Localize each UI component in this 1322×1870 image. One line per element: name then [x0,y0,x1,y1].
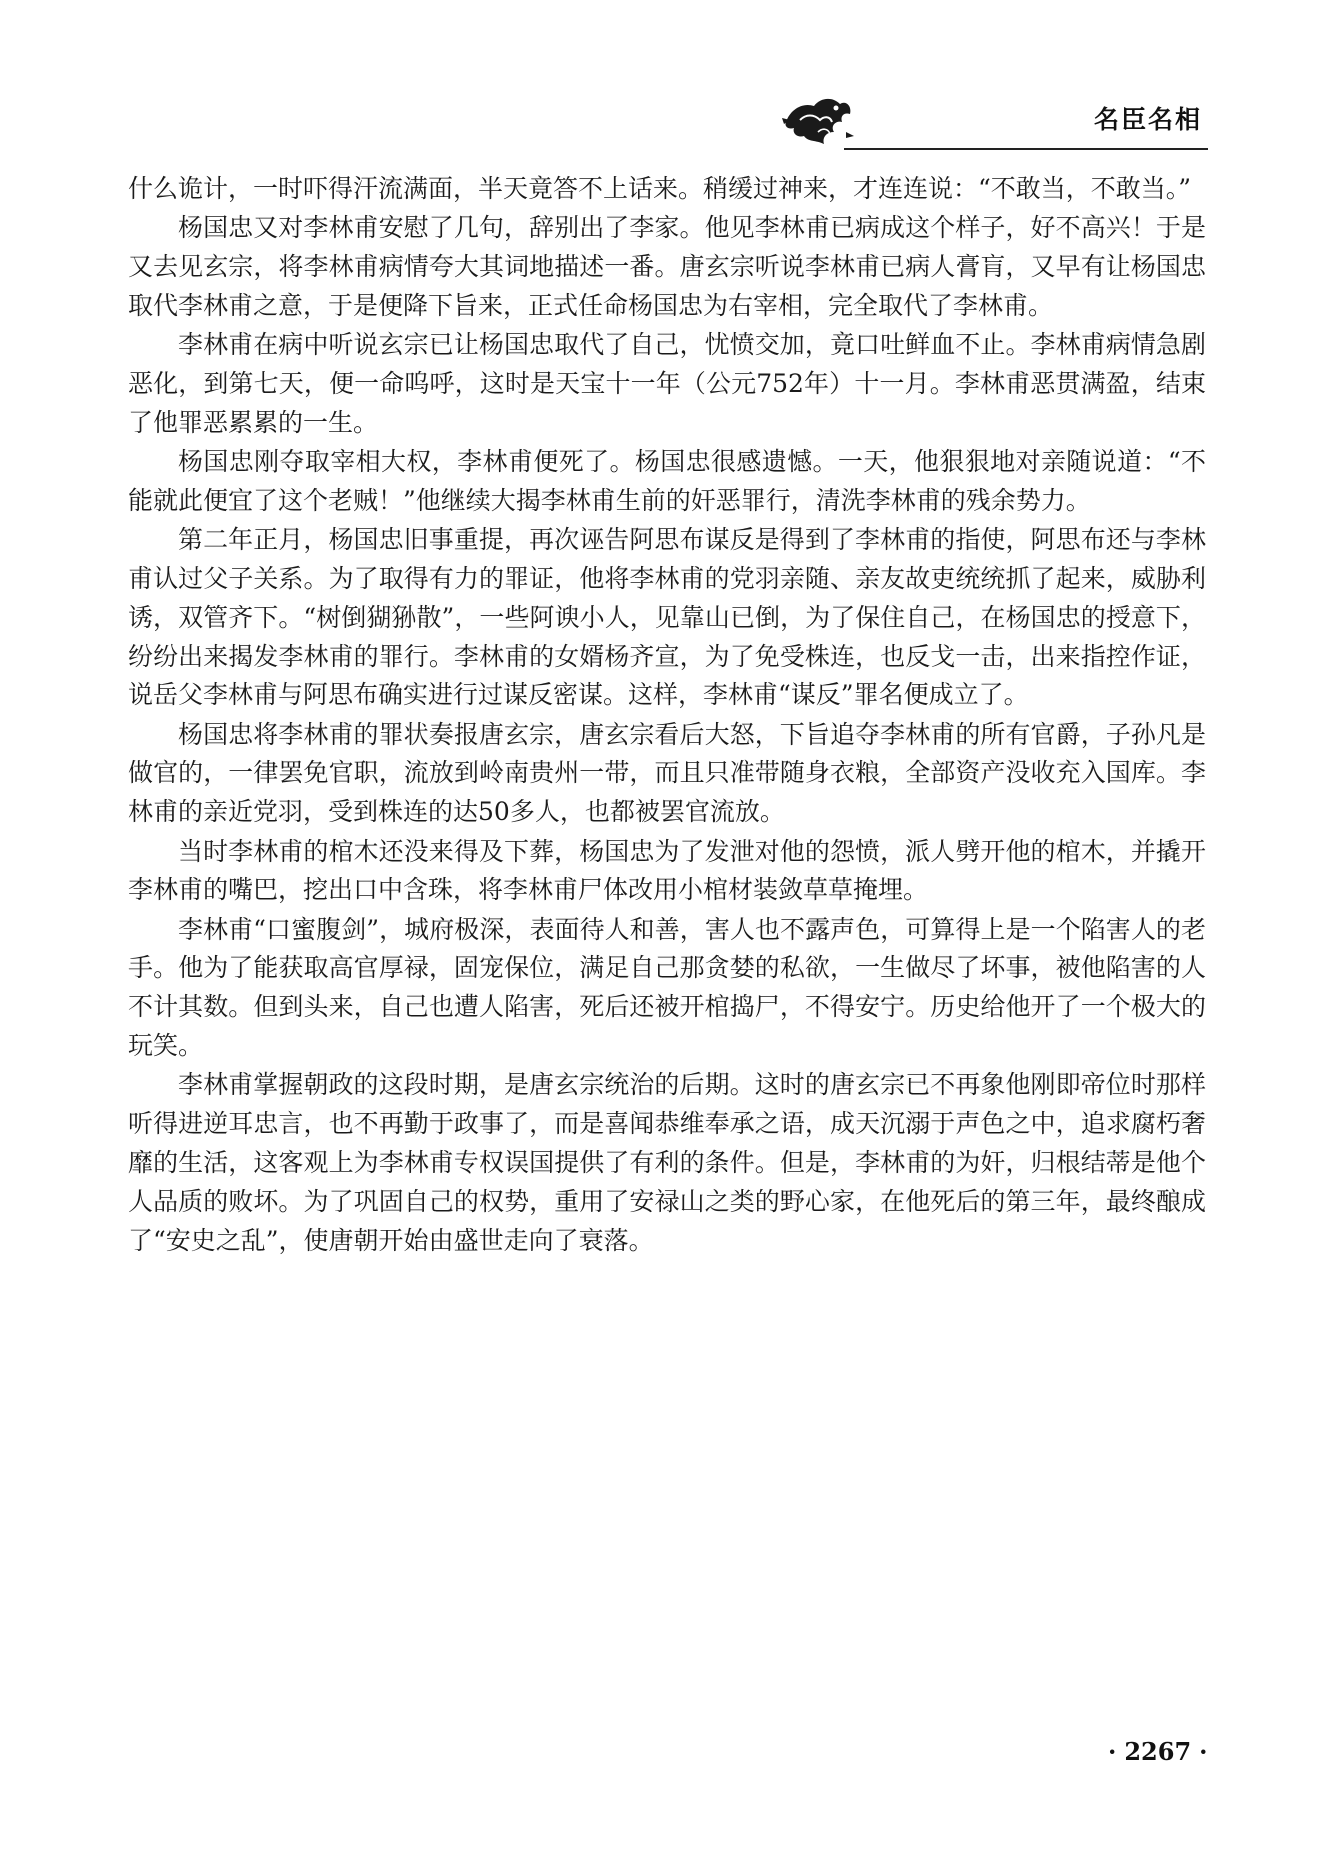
body-text [128,170,1206,1261]
folio-dot-right: · [1199,1737,1208,1766]
folio-dot-left: · [1108,1737,1117,1766]
paragraph: 杨国忠又对李林甫安慰了几句，辞别出了李家。他见李林甫已病成这个样子，好不高兴！于是又去见玄宗，将李林甫病情夸大其词地描述一番。唐玄宗听说李林甫已病人膏肓，又早有让杨国忠取代李林甫之意，于是便降下旨来，正式任命杨国忠为右宰相，完全取代了李林甫。 [128,213,1206,320]
paragraph: 李林甫掌握朝政的这段时期，是唐玄宗统治的后期。这时的唐玄宗已不再象他刚即帝位时那样听得进逆耳忠言，也不再勤于政事了，而是喜闻恭维奉承之语，成天沉溺于声色之中，追求腐朽奢靡的生活，这客观上为李林甫专权误国提供了有利的条件。但是，李林甫的为奸，归根结蒂是他个人品质的败坏。为了巩固自己的权势，重用了安禄山之类的野心家，在他死后的第三年，最终酿成了“安史之乱”，使唐朝开始由盛世走向了衰落。 [128,1070,1206,1255]
paragraph: 当时李林甫的棺木还没来得及下葬，杨国忠为了发泄对他的怨愤，派人劈开他的棺木，并撬开李林甫的嘴巴，挖出口中含珠，将李林甫尸体改用小棺材装敛草草掩埋。 [128,836,1206,905]
page-number [1100,1737,1216,1766]
paragraph: 什么诡计，一时吓得汗流满面，半天竟答不上话来。稍缓过神来，才连连说：“不敢当，不敢当。” [128,174,1192,203]
page-number-value: 2267 [1124,1737,1192,1766]
paragraph: 李林甫“口蜜腹剑”，城府极深，表面待人和善，害人也不露声色，可算得上是一个陷害人的老手。他为了能获取高官厚禄，固宠保位，满足自己那贪婪的私欲，一生做尽了坏事，被他陷害的人不计其数。但到头来，自己也遭人陷害，死后还被开棺捣尸，不得安宁。历史给他开了一个极大的玩笑。 [128,914,1206,1061]
paragraph: 李林甫在病中听说玄宗已让杨国忠取代了自己，忧愤交加，竟口吐鲜血不止。李林甫病情急剧恶化，到第七天，便一命呜呼，这时是天宝十一年（公元752年）十一月。李林甫恶贯满盈，结束了他罪恶累累的一生。 [128,330,1206,437]
paragraph: 杨国忠将李林甫的罪状奏报唐玄宗，唐玄宗看后大怒，下旨追夺李林甫的所有官爵，子孙凡是做官的，一律罢免官职，流放到岭南贵州一带，而且只准带随身衣粮，全部资产没收充入国库。李林甫的亲近党羽，受到株连的达50多人，也都被罢官流放。 [128,719,1206,827]
dragon-emblem-icon [780,92,856,150]
header-rule [844,148,1208,150]
paragraph: 杨国忠刚夺取宰相大权，李林甫便死了。杨国忠很感遗憾。一天，他狠狠地对亲随说道：“不能就此便宜了这个老贼！”他继续大揭李林甫生前的奸恶罪行，清洗李林甫的残余势力。 [128,447,1206,515]
section-title: 名臣名相 [1093,105,1202,134]
running-header [780,92,1208,150]
paragraph: 第二年正月，杨国忠旧事重提，再次诬告阿思布谋反是得到了李林甫的指使，阿思布还与李林甫认过父子关系。为了取得有力的罪证，他将李林甫的党羽亲随、亲友故吏统统抓了起来，威胁利诱，双管齐下。“树倒猢狲散”，一些阿谀小人，见靠山已倒，为了保住自己，在杨国忠的授意下，纷纷出来揭发李林甫的罪行。李林甫的女婿杨齐宣，为了免受株连，也反戈一击，出来指控作证，说岳父李林甫与阿思布确实进行过谋反密谋。这样，李林甫“谋反”罪名便成立了。 [128,525,1206,710]
